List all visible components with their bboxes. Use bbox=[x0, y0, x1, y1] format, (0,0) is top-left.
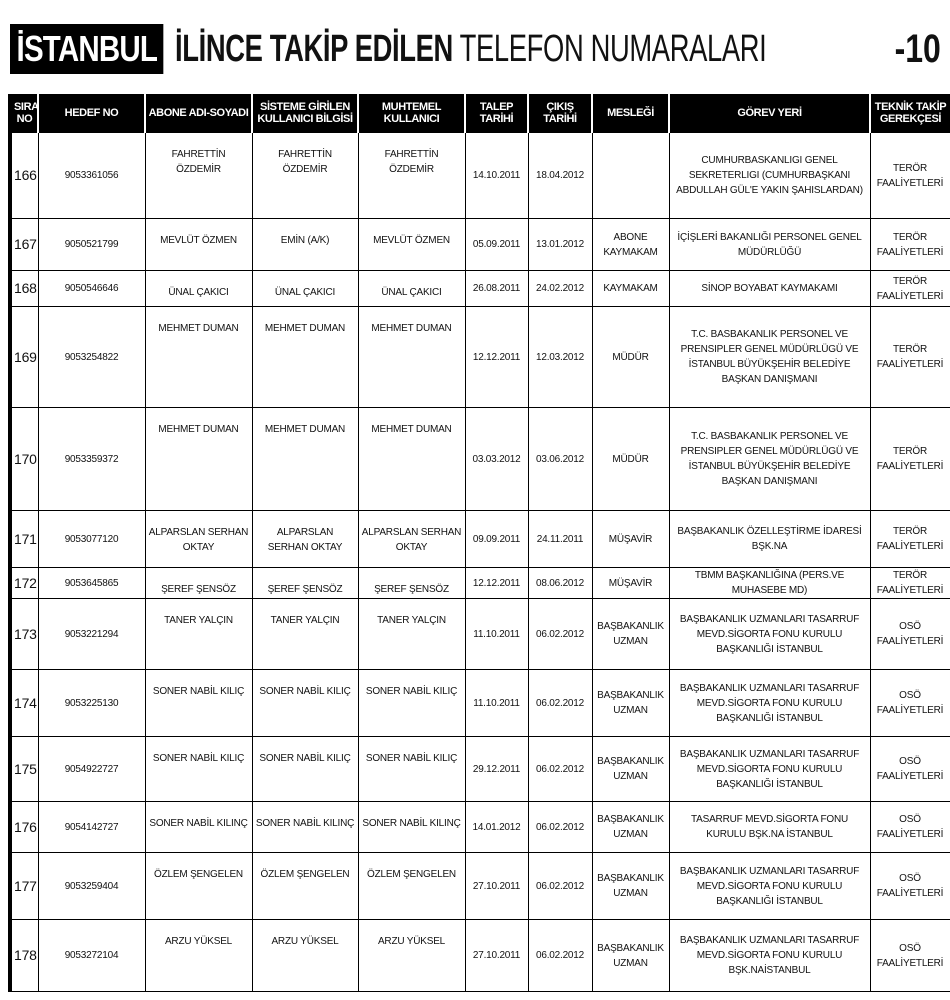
cell-hedef-no: 9053225130 bbox=[38, 670, 145, 737]
cell-cikis-tarihi: 06.02.2012 bbox=[528, 599, 592, 670]
cell-talep-tarihi: 27.10.2011 bbox=[465, 920, 528, 992]
cell-sistem-kullanici: SONER NABİL KILIÇ bbox=[252, 737, 358, 802]
cell-hedef-no: 9053221294 bbox=[38, 599, 145, 670]
cell-sira-no: 170 bbox=[10, 408, 38, 511]
cell-talep-tarihi: 09.09.2011 bbox=[465, 511, 528, 568]
cell-sistem-kullanici: MEHMET DUMAN bbox=[252, 408, 358, 511]
table-row bbox=[10, 133, 950, 219]
cell-gerekce: OSÖ FAALİYETLERİ bbox=[870, 599, 950, 670]
cell-muhtemel-kullanici: SONER NABİL KILINÇ bbox=[358, 802, 465, 853]
table-row bbox=[10, 568, 950, 599]
cell-talep-tarihi: 12.12.2011 bbox=[465, 568, 528, 599]
cell-gerekce: TERÖR FAALİYETLERİ bbox=[870, 271, 950, 307]
cell-abone: ŞEREF ŞENSÖZ bbox=[145, 568, 252, 599]
cell-meslegi: BAŞBAKANLIK UZMAN bbox=[592, 599, 669, 670]
cell-muhtemel-kullanici: SONER NABİL KILIÇ bbox=[358, 670, 465, 737]
cell-hedef-no: 9050521799 bbox=[38, 219, 145, 271]
cell-sistem-kullanici: ÜNAL ÇAKICI bbox=[252, 271, 358, 307]
table-row bbox=[10, 219, 950, 271]
cell-muhtemel-kullanici: MEHMET DUMAN bbox=[358, 408, 465, 511]
cell-cikis-tarihi: 06.02.2012 bbox=[528, 802, 592, 853]
cell-muhtemel-kullanici: ARZU YÜKSEL bbox=[358, 920, 465, 992]
cell-sira-no: 168 bbox=[10, 271, 38, 307]
cell-talep-tarihi: 14.10.2011 bbox=[465, 133, 528, 219]
cell-cikis-tarihi: 24.11.2011 bbox=[528, 511, 592, 568]
cell-hedef-no: 9053359372 bbox=[38, 408, 145, 511]
cell-gorev-yeri: TASARRUF MEVD.SİGORTA FONU KURULU BŞK.NA İSTANBUL bbox=[669, 802, 870, 853]
cell-sira-no: 178 bbox=[10, 920, 38, 992]
cell-sira-no: 174 bbox=[10, 670, 38, 737]
cell-cikis-tarihi: 06.02.2012 bbox=[528, 737, 592, 802]
cell-abone: ÖZLEM ŞENGELEN bbox=[145, 853, 252, 920]
cell-sistem-kullanici: MEHMET DUMAN bbox=[252, 307, 358, 408]
cell-muhtemel-kullanici: ÜNAL ÇAKICI bbox=[358, 271, 465, 307]
cell-hedef-no: 9054142727 bbox=[38, 802, 145, 853]
cell-cikis-tarihi: 08.06.2012 bbox=[528, 568, 592, 599]
cell-meslegi: BAŞBAKANLIK UZMAN bbox=[592, 853, 669, 920]
cell-meslegi: MÜŞAVİR bbox=[592, 511, 669, 568]
cell-gerekce: TERÖR FAALİYETLERİ bbox=[870, 511, 950, 568]
cell-muhtemel-kullanici: FAHRETTİN ÖZDEMİR bbox=[358, 133, 465, 219]
cell-meslegi: MÜDÜR bbox=[592, 307, 669, 408]
cell-sistem-kullanici: ALPARSLAN SERHAN OKTAY bbox=[252, 511, 358, 568]
cell-muhtemel-kullanici: MEVLÜT ÖZMEN bbox=[358, 219, 465, 271]
cell-gerekce: TERÖR FAALİYETLERİ bbox=[870, 408, 950, 511]
header-gerekce: TEKNİK TAKİP GEREKÇESİ bbox=[870, 94, 950, 133]
cell-muhtemel-kullanici: TANER YALÇIN bbox=[358, 599, 465, 670]
cell-cikis-tarihi: 06.02.2012 bbox=[528, 853, 592, 920]
cell-gorev-yeri: İÇİŞLERİ BAKANLIĞI PERSONEL GENEL MÜDÜRLÜĞÜ bbox=[669, 219, 870, 271]
table-row bbox=[10, 853, 950, 920]
title-page-number: -10 bbox=[894, 26, 941, 71]
cell-gorev-yeri: CUMHURBASKANLIGI GENEL SEKRETERLIGI (CUMHURBAŞKANI ABDULLAH GÜL'E YAKIN ŞAHISLARDAN) bbox=[669, 133, 870, 219]
cell-muhtemel-kullanici: ŞEREF ŞENSÖZ bbox=[358, 568, 465, 599]
cell-abone: ÜNAL ÇAKICI bbox=[145, 271, 252, 307]
cell-hedef-no: 9053259404 bbox=[38, 853, 145, 920]
cell-abone: MEHMET DUMAN bbox=[145, 307, 252, 408]
cell-sira-no: 169 bbox=[10, 307, 38, 408]
cell-sira-no: 177 bbox=[10, 853, 38, 920]
cell-sira-no: 167 bbox=[10, 219, 38, 271]
cell-abone: FAHRETTİN ÖZDEMİR bbox=[145, 133, 252, 219]
cell-sira-no: 166 bbox=[10, 133, 38, 219]
cell-gerekce: OSÖ FAALİYETLERİ bbox=[870, 853, 950, 920]
cell-hedef-no: 9053077120 bbox=[38, 511, 145, 568]
cell-abone: ARZU YÜKSEL bbox=[145, 920, 252, 992]
cell-hedef-no: 9050546646 bbox=[38, 271, 145, 307]
cell-meslegi: KAYMAKAM bbox=[592, 271, 669, 307]
header-sisteme-girilen: SİSTEME GİRİLEN KULLANICI BİLGİSİ bbox=[252, 94, 358, 133]
cell-gorev-yeri: BAŞBAKANLIK UZMANLARI TASARRUF MEVD.SİGORTA FONU KURULU BAŞKANLIĞI İSTANBUL bbox=[669, 853, 870, 920]
cell-gorev-yeri: BAŞBAKANLIK UZMANLARI TASARRUF MEVD.SİGORTA FONU KURULU BAŞKANLIĞI İSTANBUL bbox=[669, 670, 870, 737]
cell-gorev-yeri: BAŞBAKANLIK UZMANLARI TASARRUF MEVD.SİGORTA FONU KURULU BŞK.NAİSTANBUL bbox=[669, 920, 870, 992]
cell-meslegi: BAŞBAKANLIK UZMAN bbox=[592, 802, 669, 853]
cell-abone: SONER NABİL KILIÇ bbox=[145, 737, 252, 802]
table-row bbox=[10, 920, 950, 992]
cell-talep-tarihi: 05.09.2011 bbox=[465, 219, 528, 271]
cell-cikis-tarihi: 03.06.2012 bbox=[528, 408, 592, 511]
table-header-row bbox=[10, 94, 950, 133]
cell-gerekce: OSÖ FAALİYETLERİ bbox=[870, 920, 950, 992]
cell-abone: SONER NABİL KILIÇ bbox=[145, 670, 252, 737]
cell-talep-tarihi: 12.12.2011 bbox=[465, 307, 528, 408]
cell-meslegi: ABONE KAYMAKAM bbox=[592, 219, 669, 271]
cell-sira-no: 171 bbox=[10, 511, 38, 568]
cell-muhtemel-kullanici: ÖZLEM ŞENGELEN bbox=[358, 853, 465, 920]
title-text bbox=[175, 26, 766, 72]
cell-sistem-kullanici: SONER NABİL KILINÇ bbox=[252, 802, 358, 853]
cell-sistem-kullanici: FAHRETTİN ÖZDEMİR bbox=[252, 133, 358, 219]
cell-cikis-tarihi: 06.02.2012 bbox=[528, 670, 592, 737]
cell-talep-tarihi: 03.03.2012 bbox=[465, 408, 528, 511]
cell-abone: MEHMET DUMAN bbox=[145, 408, 252, 511]
cell-meslegi: BAŞBAKANLIK UZMAN bbox=[592, 920, 669, 992]
cell-gerekce: OSÖ FAALİYETLERİ bbox=[870, 802, 950, 853]
cell-sira-no: 172 bbox=[10, 568, 38, 599]
cell-gerekce: OSÖ FAALİYETLERİ bbox=[870, 737, 950, 802]
cell-abone: TANER YALÇIN bbox=[145, 599, 252, 670]
cell-sira-no: 176 bbox=[10, 802, 38, 853]
cell-sistem-kullanici: ARZU YÜKSEL bbox=[252, 920, 358, 992]
cell-meslegi: MÜDÜR bbox=[592, 408, 669, 511]
cell-meslegi: BAŞBAKANLIK UZMAN bbox=[592, 670, 669, 737]
header-gorev-yeri: GÖREV YERİ bbox=[669, 94, 870, 133]
cell-gorev-yeri: BAŞBAKANLIK UZMANLARI TASARRUF MEVD.SİGORTA FONU KURULU BAŞKANLIĞI İSTANBUL bbox=[669, 599, 870, 670]
cell-gerekce: TERÖR FAALİYETLERİ bbox=[870, 568, 950, 599]
cell-talep-tarihi: 11.10.2011 bbox=[465, 670, 528, 737]
title-light: TELEFON NUMARALARI bbox=[460, 28, 767, 70]
cell-hedef-no: 9054922727 bbox=[38, 737, 145, 802]
cell-hedef-no: 9053272104 bbox=[38, 920, 145, 992]
cell-cikis-tarihi: 06.02.2012 bbox=[528, 920, 592, 992]
cell-gorev-yeri: T.C. BASBAKANLIK PERSONEL VE PRENSIPLER GENEL MÜDÜRLÜGÜ VE İSTANBUL BÜYÜKŞEHİR BELEDİYE BAŞKAN DANIŞMANI bbox=[669, 307, 870, 408]
cell-muhtemel-kullanici: ALPARSLAN SERHAN OKTAY bbox=[358, 511, 465, 568]
header-cikis-tarihi: ÇIKIŞ TARİHİ bbox=[528, 94, 592, 133]
cell-gerekce: TERÖR FAALİYETLERİ bbox=[870, 219, 950, 271]
cell-sistem-kullanici: ÖZLEM ŞENGELEN bbox=[252, 853, 358, 920]
cell-hedef-no: 9053645865 bbox=[38, 568, 145, 599]
cell-hedef-no: 9053254822 bbox=[38, 307, 145, 408]
header-abone: ABONE ADI-SOYADI bbox=[145, 94, 252, 133]
cell-meslegi bbox=[592, 133, 669, 219]
table-row bbox=[10, 271, 950, 307]
title-city-box: İSTANBUL bbox=[10, 24, 164, 74]
cell-gorev-yeri: T.C. BASBAKANLIK PERSONEL VE PRENSIPLER GENEL MÜDÜRLÜGÜ VE İSTANBUL BÜYÜKŞEHİR BELEDİYE BAŞKAN DANIŞMANI bbox=[669, 408, 870, 511]
cell-cikis-tarihi: 12.03.2012 bbox=[528, 307, 592, 408]
tracked-numbers-table bbox=[8, 94, 950, 992]
cell-abone: MEVLÜT ÖZMEN bbox=[145, 219, 252, 271]
cell-gerekce: OSÖ FAALİYETLERİ bbox=[870, 670, 950, 737]
cell-talep-tarihi: 26.08.2011 bbox=[465, 271, 528, 307]
table-row bbox=[10, 307, 950, 408]
table-row bbox=[10, 599, 950, 670]
header-muhtemel-kullanici: MUHTEMEL KULLANICI bbox=[358, 94, 465, 133]
cell-gorev-yeri: SİNOP BOYABAT KAYMAKAMI bbox=[669, 271, 870, 307]
cell-gerekce: TERÖR FAALİYETLERİ bbox=[870, 133, 950, 219]
title-bold: İLİNCE TAKİP EDİLEN bbox=[175, 28, 454, 70]
header-hedef-no: HEDEF NO bbox=[38, 94, 145, 133]
cell-cikis-tarihi: 24.02.2012 bbox=[528, 271, 592, 307]
cell-sistem-kullanici: TANER YALÇIN bbox=[252, 599, 358, 670]
cell-cikis-tarihi: 18.04.2012 bbox=[528, 133, 592, 219]
cell-talep-tarihi: 29.12.2011 bbox=[465, 737, 528, 802]
cell-hedef-no: 9053361056 bbox=[38, 133, 145, 219]
cell-sistem-kullanici: SONER NABİL KILIÇ bbox=[252, 670, 358, 737]
cell-abone: ALPARSLAN SERHAN OKTAY bbox=[145, 511, 252, 568]
cell-sistem-kullanici: EMİN (A/K) bbox=[252, 219, 358, 271]
table-row bbox=[10, 737, 950, 802]
cell-gorev-yeri: TBMM BAŞKANLIĞINA (PERS.VE MUHASEBE MD) bbox=[669, 568, 870, 599]
cell-talep-tarihi: 14.01.2012 bbox=[465, 802, 528, 853]
cell-sistem-kullanici: ŞEREF ŞENSÖZ bbox=[252, 568, 358, 599]
cell-abone: SONER NABİL KILINÇ bbox=[145, 802, 252, 853]
cell-meslegi: BAŞBAKANLIK UZMAN bbox=[592, 737, 669, 802]
cell-gorev-yeri: BAŞBAKANLIK ÖZELLEŞTİRME İDARESİ BŞK.NA bbox=[669, 511, 870, 568]
cell-gorev-yeri: BAŞBAKANLIK UZMANLARI TASARRUF MEVD.SİGORTA FONU KURULU BAŞKANLIĞI İSTANBUL bbox=[669, 737, 870, 802]
cell-sira-no: 173 bbox=[10, 599, 38, 670]
table-row bbox=[10, 670, 950, 737]
cell-sira-no: 175 bbox=[10, 737, 38, 802]
table-row bbox=[10, 802, 950, 853]
cell-cikis-tarihi: 13.01.2012 bbox=[528, 219, 592, 271]
cell-gerekce: TERÖR FAALİYETLERİ bbox=[870, 307, 950, 408]
cell-meslegi: MÜŞAVİR bbox=[592, 568, 669, 599]
page-title bbox=[10, 24, 945, 74]
header-meslegi: MESLEĞİ bbox=[592, 94, 669, 133]
table-row bbox=[10, 511, 950, 568]
table-row bbox=[10, 408, 950, 511]
header-talep-tarihi: TALEP TARİHİ bbox=[465, 94, 528, 133]
cell-muhtemel-kullanici: SONER NABİL KILIÇ bbox=[358, 737, 465, 802]
cell-talep-tarihi: 11.10.2011 bbox=[465, 599, 528, 670]
cell-talep-tarihi: 27.10.2011 bbox=[465, 853, 528, 920]
header-sira-no: SIRA NO bbox=[10, 94, 38, 133]
cell-muhtemel-kullanici: MEHMET DUMAN bbox=[358, 307, 465, 408]
